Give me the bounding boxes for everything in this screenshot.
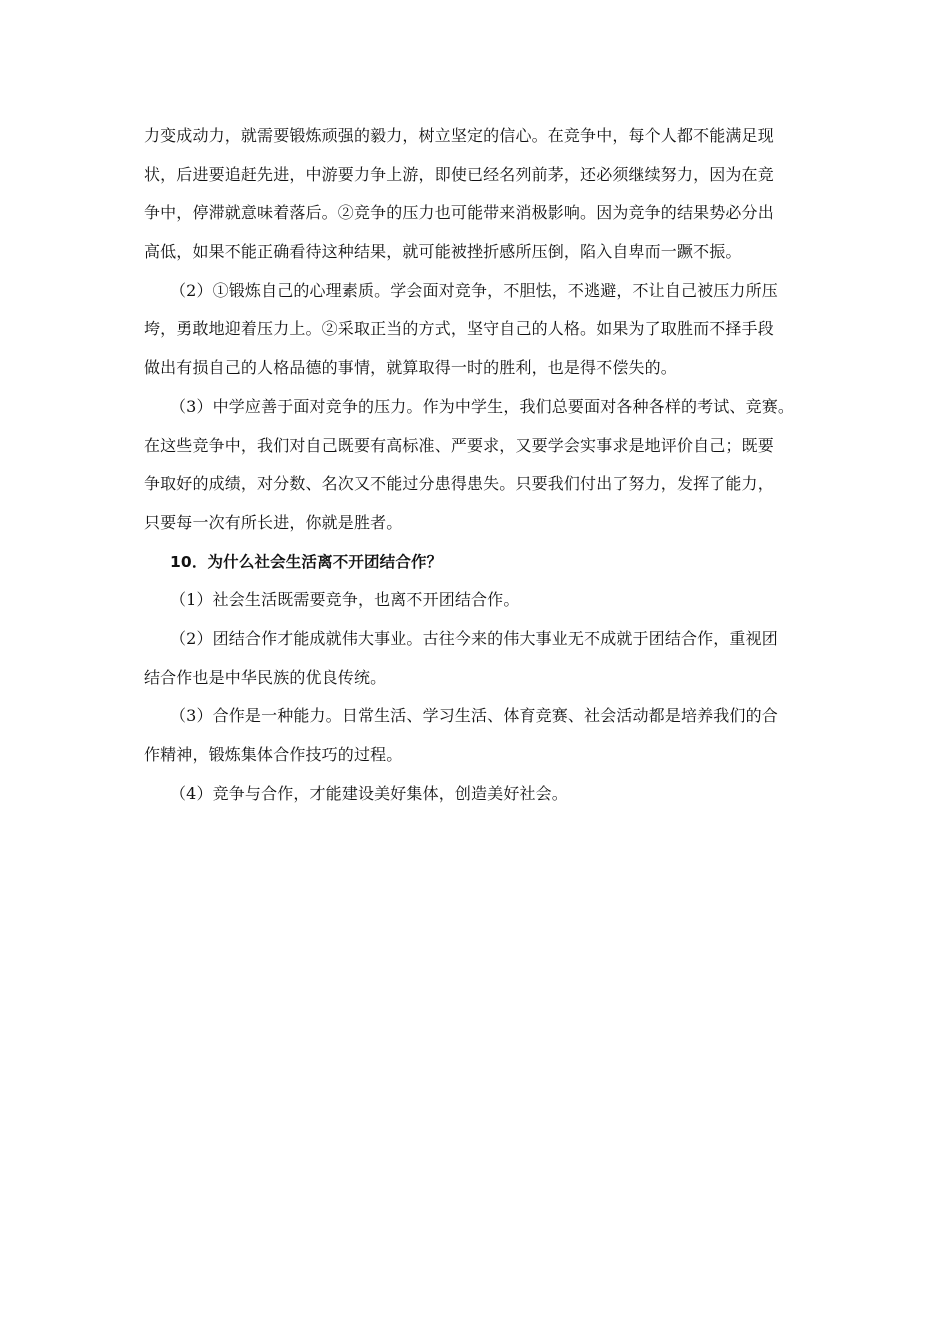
- paragraph-line: （3）中学应善于面对竞争的压力。作为中学生，我们总要面对各种各样的考试、竞赛。: [170, 396, 795, 416]
- paragraph-line: 力变成动力，就需要锻炼顽强的毅力，树立坚定的信心。在竞争中，每个人都不能满足现: [144, 126, 774, 145]
- paragraph-line: 高低，如果不能正确看待这种结果，就可能被挫折感所压倒，陷入自卑而一蹶不振。: [144, 242, 742, 262]
- paragraph-line: （2）团结合作才能成就伟大事业。古往今来的伟大事业无不成就于团结合作，重视团: [170, 628, 778, 648]
- paragraph-line: 状，后进要追赶先进，中游要力争上游，即使已经名列前茅，还必须继续努力，因为在竞: [144, 164, 774, 184]
- paragraph-line: （4）竞争与合作，才能建设美好集体，创造美好社会。: [170, 783, 568, 803]
- paragraph-line: 争中，停滞就意味着落后。②竞争的压力也可能带来消极影响。因为竞争的结果势必分出: [144, 203, 774, 223]
- paragraph-line: （1）社会生活既需要竞争，也离不开团结合作。: [170, 590, 520, 610]
- paragraph-line: 做出有损自己的人格品德的事情，就算取得一时的胜利，也是得不偿失的。: [144, 358, 677, 378]
- paragraph-line: 只要每一次有所长进，你就是胜者。: [144, 512, 403, 532]
- paragraph-line: 结合作也是中华民族的优良传统。: [144, 667, 387, 687]
- paragraph-line: （3）合作是一种能力。日常生活、学习生活、体育竞赛、社会活动都是培养我们的合: [170, 706, 778, 726]
- paragraph-line: 在这些竞争中，我们对自己既要有高标准、严要求，又要学会实事求是地评价自己；既要: [144, 435, 774, 455]
- document-body: [144, 117, 824, 813]
- paragraph-line: 垮，勇敢地迎着压力上。②采取正当的方式，坚守自己的人格。如果为了取胜而不择手段: [144, 319, 774, 339]
- question-heading: 10．为什么社会生活离不开团结合作？: [170, 552, 443, 571]
- paragraph-line: （2）①锻炼自己的心理素质。学会面对竞争，不胆怯，不逃避，不让自己被压力所压: [170, 280, 778, 300]
- paragraph-line: 争取好的成绩，对分数、名次又不能过分患得患失。只要我们付出了努力，发挥了能力，: [144, 474, 774, 494]
- paragraph-line: 作精神，锻炼集体合作技巧的过程。: [144, 745, 403, 764]
